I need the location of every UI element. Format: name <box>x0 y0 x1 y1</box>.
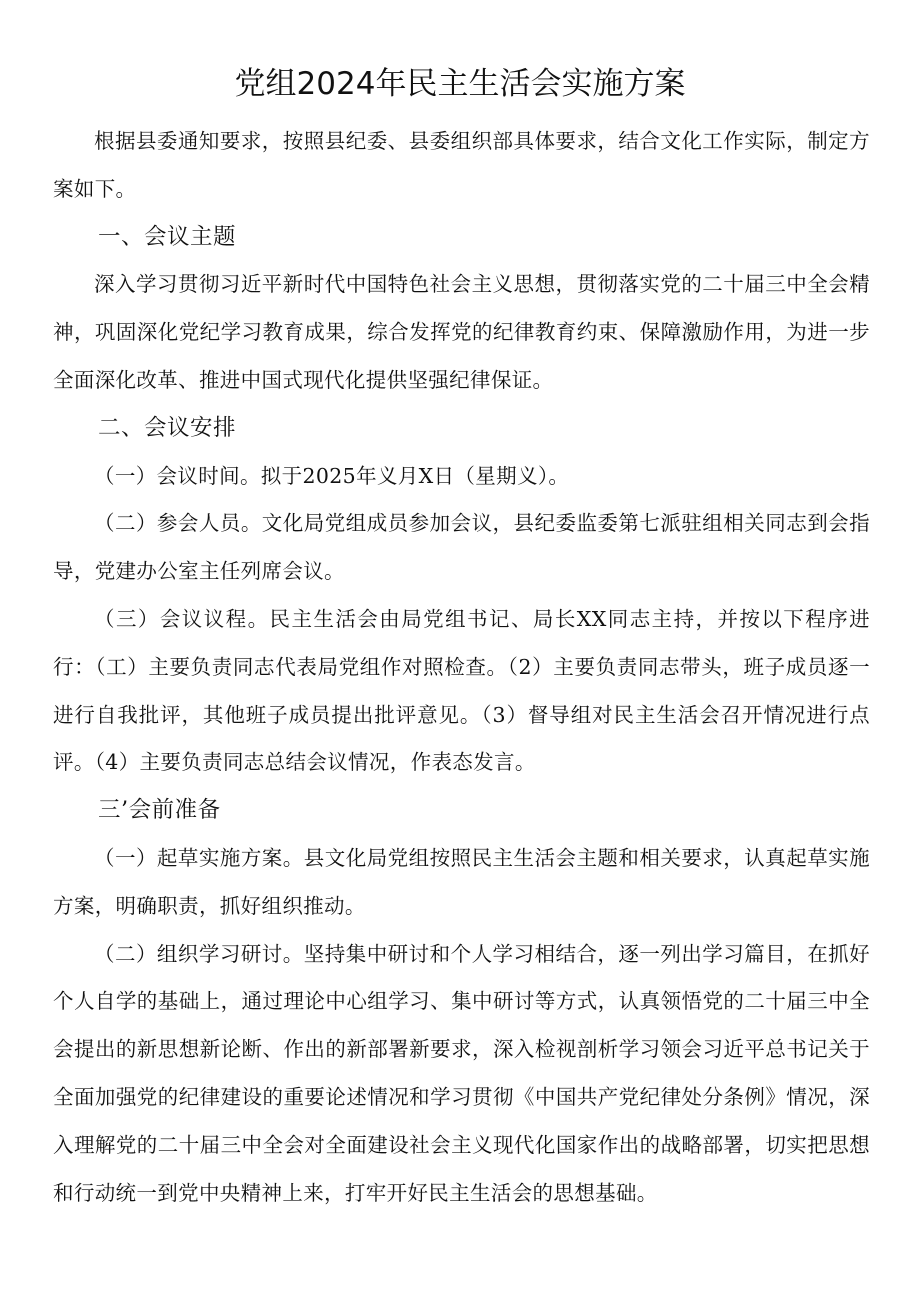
section-paragraph: （一）会议时间。拟于2025年义月X日（星期义）。 <box>94 463 570 488</box>
document-body <box>53 118 870 1217</box>
section-pre-meeting-preparation <box>53 787 870 1217</box>
section-paragraph: 深入学习贯彻习近平新时代中国特色社会主义思想，贯彻落实党的二十届三中全会精神，巩固深化党纪学习教育成果，综合发挥党的纪律教育约束、保障激励作用，为进一步全面深化改革、推进中国式现代化提供坚强纪律保证。 <box>53 272 870 392</box>
section-paragraph: （三）会议议程。民主生活会由局党组书记、局长XX同志主持，并按以下程序进行：（工）主要负责同志代表局党组作对照检查。（2）主要负责同志带头，班子成员逐一进行自我批评，其他班子成员提出批评意见。（3）督导组对民主生活会召开情况进行点评。（4）主要负责同志总结会议情况，作表态发言。 <box>53 606 870 775</box>
intro-paragraph: 根据县委通知要求，按照县纪委、县委组织部具体要求，结合文化工作实际，制定方案如下。 <box>53 129 870 201</box>
section-paragraph: （二）组织学习研讨。坚持集中研讨和个人学习相结合，逐一列出学习篇目，在抓好个人自学的基础上，通过理论中心组学习、集中研讨等方式，认真领悟党的二十届三中全会提出的新思想新论断、作出的新部署新要求，深入检视剖析学习领会习近平总书记关于全面加强党的纪律建设的重要论述情况和学习贯彻《中国共产党纪律处分条例》情况，深入理解党的二十届三中全会对全面建设社会主义现代化国家作出的战略部署，切实把思想和行动统一到党中央精神上来，打牢开好民主生活会的思想基础。 <box>53 941 870 1205</box>
section-paragraph: （二）参会人员。文化局党组成员参加会议，县纪委监委第七派驻组相关同志到会指导，党建办公室主任列席会议。 <box>53 511 870 584</box>
section-heading: 三’会前准备 <box>98 797 221 824</box>
section-meeting-arrangement <box>53 405 870 787</box>
section-meeting-theme <box>53 214 870 405</box>
document-title: 党组2024年民主生活会实施方案 <box>234 66 686 102</box>
section-paragraph: （一）起草实施方案。县文化局党组按照民主生活会主题和相关要求，认真起草实施方案，明确职责，抓好组织推动。 <box>53 845 870 918</box>
section-heading: 二、会议安排 <box>98 414 237 441</box>
section-heading: 一、会议主题 <box>98 223 237 250</box>
